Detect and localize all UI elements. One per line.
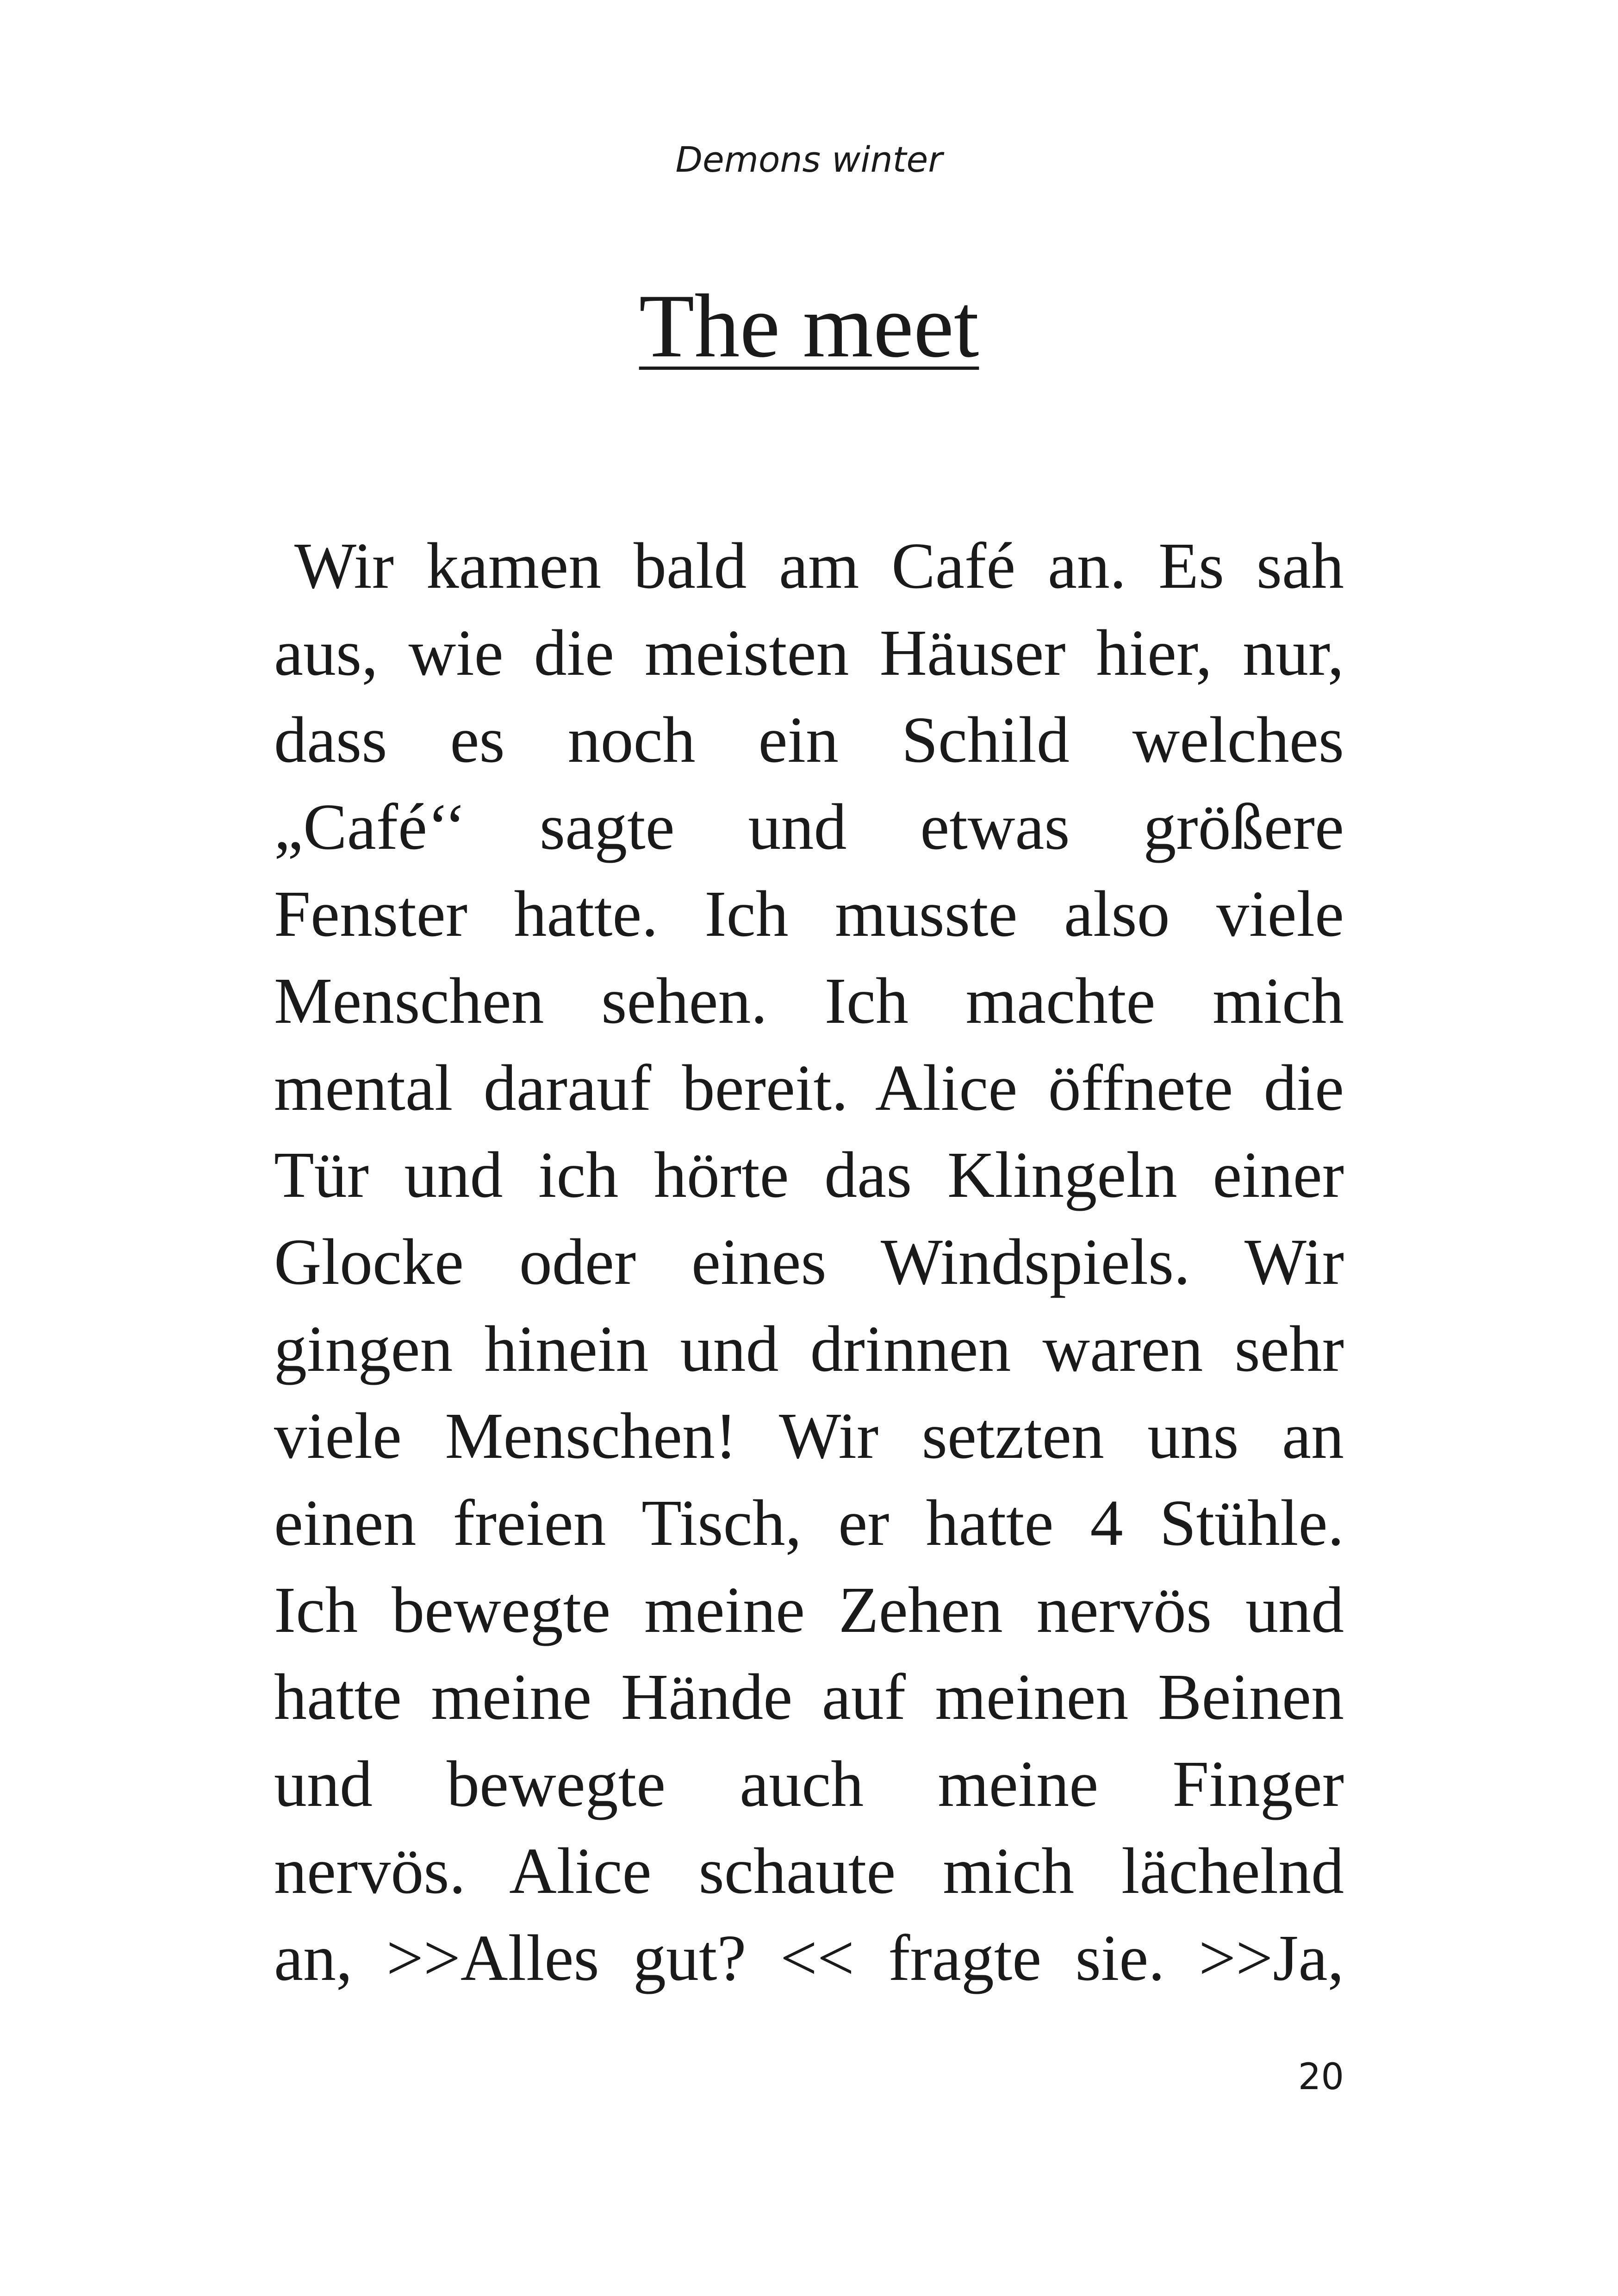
page-number: 20 (1298, 2056, 1344, 2098)
text-line: an, >>Alles gut? << fragte sie. >>Ja, (274, 1921, 1344, 1994)
text-line: aus, wie die meisten Häuser hier, nur, (274, 616, 1344, 689)
text-line: einen freien Tisch, er hatte 4 Stühle. (274, 1486, 1344, 1559)
text-line: Glocke oder eines Windspiels. Wir (274, 1225, 1344, 1298)
text-line: „Café‘‘ sagte und etwas größere (274, 790, 1344, 863)
body-paragraph (274, 522, 1344, 2001)
text-line: Ich bewegte meine Zehen nervös und (274, 1573, 1344, 1646)
running-header: Demons winter (675, 139, 943, 180)
text-line: hatte meine Hände auf meinen Beinen (274, 1660, 1344, 1733)
chapter-title (0, 271, 1618, 382)
text-line: Wir kamen bald am Café an. Es sah (294, 529, 1344, 602)
text-line: gingen hinein und drinnen waren sehr (274, 1312, 1344, 1385)
chapter-title-text: The meet (639, 276, 979, 376)
text-line: mental darauf bereit. Alice öffnete die (274, 1051, 1344, 1124)
text-line: viele Menschen! Wir setzten uns an (274, 1399, 1344, 1472)
text-line: Tür und ich hörte das Klingeln einer (274, 1138, 1344, 1211)
text-line: und bewegte auch meine Finger (274, 1747, 1344, 1820)
text-line: Fenster hatte. Ich musste also viele (274, 877, 1344, 950)
text-line: Menschen sehen. Ich machte mich (274, 964, 1344, 1037)
text-line: nervös. Alice schaute mich lächelnd (274, 1834, 1344, 1907)
text-line: dass es noch ein Schild welches (274, 703, 1344, 776)
